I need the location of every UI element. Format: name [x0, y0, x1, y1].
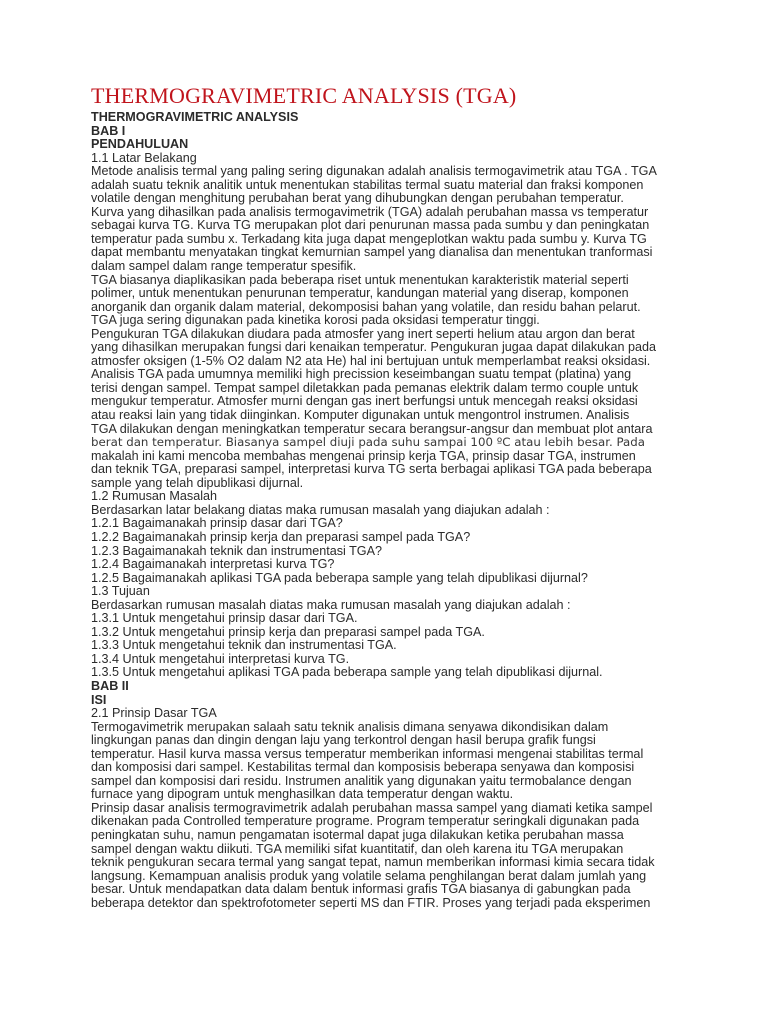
text-line: TGA dilakukan dengan meningkatkan temperatur secara berangsur-angsur dan membuat plot antara: [91, 421, 653, 436]
text-line: 1.3.2 Untuk mengetahui prinsip kerja dan preparasi sampel pada TGA.: [91, 624, 485, 639]
text-line: Prinsip dasar analisis termogravimetrik adalah perubahan massa sampel yang diamati ketika sampel: [91, 800, 653, 815]
text-line: volatile dengan menghitung perubahan berat yang dihubungkan dengan perubahan temperatur.: [91, 191, 624, 206]
document-body: [91, 111, 677, 910]
text-line: temperatur pada sumbu x. Terkadang kita juga dapat mengeplotkan waktu pada sumbu y. Kurva TG: [91, 231, 647, 246]
text-line: yang dihasilkan merupakan fungsi dari kenaikan temperatur. Pengukuran jugaa dapat dilakukan pada: [91, 340, 657, 355]
text-line: atau reaksi lain yang tidak diinginkan. Komputer digunakan untuk mengontrol instrumen. Analisis: [91, 408, 630, 423]
document-page: [91, 84, 677, 910]
text-line: atmosfer oksigen (1-5% O2 dalam N2 ata He) hal ini bertujuan untuk memperlambat reaksi oksidasi.: [91, 353, 651, 368]
text-line: Termogavimetrik merupakan salaah satu teknik analisis dimana senyawa dikondisikan dalam: [91, 719, 609, 734]
text-line: berat dan temperatur. Biasanya sampel diuji pada suhu sampai 100 ºC atau lebih besar. Pada: [91, 435, 646, 450]
text-line: sebagai kurva TG. Kurva TG merupakan plot dari penurunan massa pada sumbu y dan peningkatan: [91, 218, 650, 233]
text-line: 1.3.1 Untuk mengetahui prinsip dasar dari TGA.: [91, 611, 358, 626]
text-line: polimer, untuk menentukan penurunan temperatur, kandungan material yang diserap, komponen: [91, 286, 629, 301]
text-line: 1.1 Latar Belakang: [91, 150, 197, 165]
text-line: peningkatan suhu, namun pengamatan isotermal dapat juga dilakukan ketika perubahan massa: [91, 827, 624, 842]
text-line: dalam sampel dalam range temperatur spesifik.: [91, 259, 357, 274]
text-line: furnace yang dipogram untuk menghasilkan data temperatur dengan waktu.: [91, 787, 514, 802]
text-line: mengukur temperatur. Atmosfer murni dengan gas inert berfungsi untuk mencegah reaksi oksidasi: [91, 394, 638, 409]
text-line: sampel dengan waktu diikuti. TGA memiliki sifat kuantitatif, dan oleh karena itu TGA merupakan: [91, 841, 624, 856]
text-line: terisi dengan sampel. Tempat sampel diletakkan pada pemanas elektrik dalam termo couple untuk: [91, 380, 639, 395]
text-line: dan komposisi dari sampel. Kestabilitas termal dan komposisis beberapa senyawa dan komposisi: [91, 760, 635, 775]
text-line: dan teknik TGA, preparasi sampel, interpretasi kurva TG serta berbagai aplikasi TGA pada beberapa: [91, 462, 652, 477]
text-line: temperatur. Hasil kurva massa versus temperatur memberikan informasi mengenai stabilitas termal: [91, 746, 644, 761]
text-line: Metode analisis termal yang paling sering digunakan adalah analisis termogavimetrik atau TGA . TGA: [91, 164, 657, 179]
text-line: Berdasarkan latar belakang diatas maka rumusan masalah yang diajukan adalah :: [91, 502, 550, 517]
text-line: dikenakan pada Controlled temperature programe. Program temperatur seringkali digunakan pada: [91, 814, 640, 829]
section-heading: THERMOGRAVIMETRIC ANALYSIS: [91, 110, 299, 124]
text-line: Kurva yang dihasilkan pada analisis termogavimetrik (TGA) adalah perubahan massa vs temperatur: [91, 204, 649, 219]
text-line: TGA juga sering digunakan pada kinetika korosi pada oksidasi temperatur tinggi.: [91, 313, 540, 328]
text-line: adalah suatu teknik analitik untuk menentukan stabilitas termal suatu material dan fraksi komponen: [91, 177, 644, 192]
text-line: beberapa detektor dan spektrofotometer seperti MS dan FTIR. Proses yang terjadi pada eksperimen: [91, 895, 651, 910]
text-line: besar. Untuk mendapatkan data dalam bentuk informasi grafis TGA biasanya di gabungkan pada: [91, 882, 631, 897]
text-line: anorganik dan organik dalam material, dekomposisi bahan yang volatile, dan residu bahan pelarut.: [91, 299, 641, 314]
text-line: lingkungan panas dan dingin dengan laju yang terkontrol dengan hasil berupa grafik fungsi: [91, 733, 596, 748]
section-heading: BAB II: [91, 678, 129, 693]
text-line: 1.2.1 Bagaimanakah prinsip dasar dari TGA?: [91, 516, 343, 531]
section-heading: ISI: [91, 692, 107, 707]
text-line: 1.3.3 Untuk mengetahui teknik dan instrumentasi TGA.: [91, 638, 397, 653]
text-line: dapat membantu menyatakan tingkat kemurnian sampel yang dianalisa dan menentukan tranformasi: [91, 245, 653, 260]
text-line: Berdasarkan rumusan masalah diatas maka rumusan masalah yang diajukan adalah :: [91, 597, 571, 612]
text-line: Analisis TGA pada umumnya memiliki high precission keseimbangan suatu tempat (platina) yang: [91, 367, 632, 382]
text-line: 1.3 Tujuan: [91, 584, 150, 599]
section-heading: PENDAHULUAN: [91, 137, 189, 152]
document-title: THERMOGRAVIMETRIC ANALYSIS (TGA): [91, 83, 517, 108]
text-line: 2.1 Prinsip Dasar TGA: [91, 706, 217, 721]
text-line: 1.3.4 Untuk mengetahui interpretasi kurva TG.: [91, 651, 350, 666]
text-line: 1.2.3 Bagaimanakah teknik dan instrumentasi TGA?: [91, 543, 382, 558]
section-heading: BAB I: [91, 123, 126, 138]
text-line: 1.2.5 Bagaimanakah aplikasi TGA pada beberapa sample yang telah dipublikasi dijurnal?: [91, 570, 588, 585]
text-line: sample yang telah dipublikasi dijurnal.: [91, 475, 304, 490]
text-line: makalah ini kami mencoba membahas mengenai prinsip kerja TGA, prinsip dasar TGA, instrumen: [91, 448, 636, 463]
text-line: langsung. Kemampuan analisis produk yang volatile selama penghilangan berat dalam jumlah yang: [91, 868, 647, 883]
text-line: sampel dan komposisi dari residu. Instrumen analitik yang digunakan yaitu termobalance dengan: [91, 773, 632, 788]
text-line: 1.2 Rumusan Masalah: [91, 489, 218, 504]
text-line: Pengukuran TGA dilakukan diudara pada atmosfer yang inert seperti helium atau argon dan berat: [91, 326, 635, 341]
text-line: teknik pengukuran secara termal yang sangat tepat, namun memberikan informasi kimia secara tidak: [91, 855, 655, 870]
text-line: TGA biasanya diaplikasikan pada beberapa riset untuk menentukan karakteristik material seperti: [91, 272, 629, 287]
text-line: 1.3.5 Untuk mengetahui aplikasi TGA pada beberapa sample yang telah dipublikasi dijurnal.: [91, 665, 603, 680]
text-line: 1.2.2 Bagaimanakah prinsip kerja dan preparasi sampel pada TGA?: [91, 529, 471, 544]
text-line: 1.2.4 Bagaimanakah interpretasi kurva TG?: [91, 557, 335, 572]
